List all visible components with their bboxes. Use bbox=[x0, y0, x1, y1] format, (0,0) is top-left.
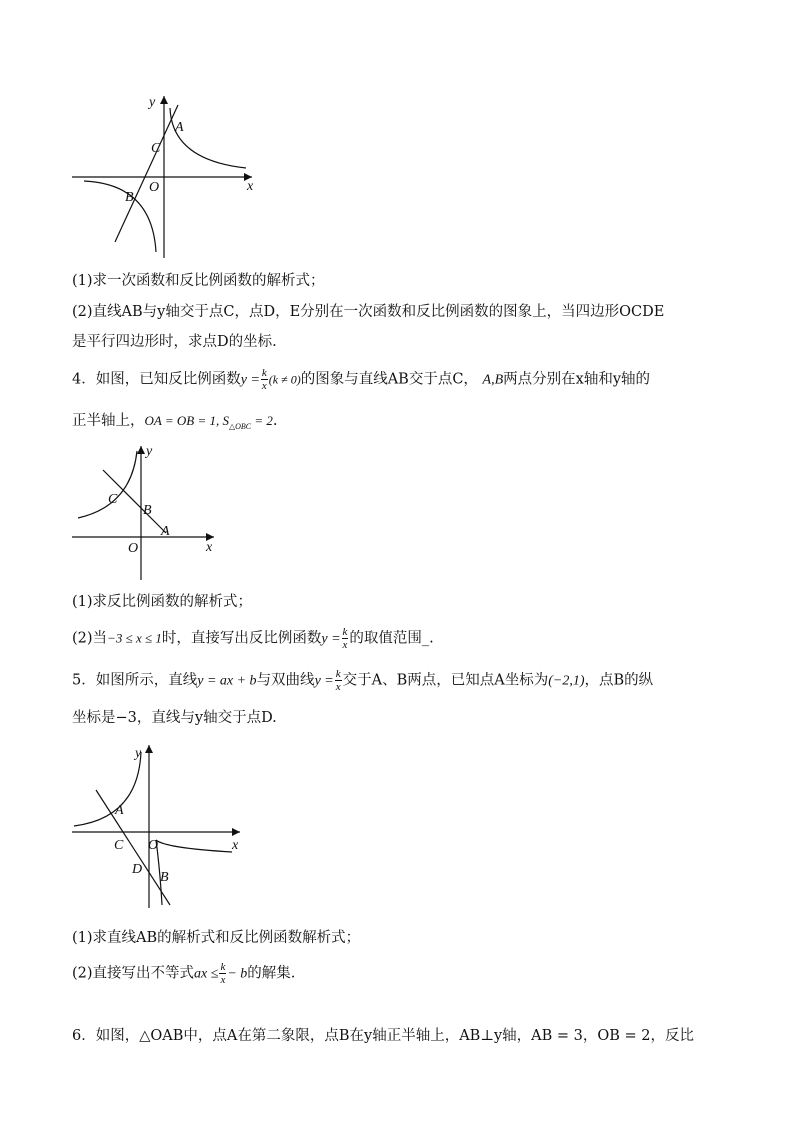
q5-part1: (1)求直线AB的解析式和反比例函数解析式； bbox=[72, 930, 361, 946]
label-b: B bbox=[125, 190, 134, 205]
fraction-k-over-x: $\frac{k}{x}$ bbox=[261, 367, 267, 392]
label-d: D bbox=[132, 862, 143, 877]
label-b: B bbox=[160, 870, 169, 885]
hyperbola-branch-q4-upper bbox=[156, 840, 232, 852]
label-o: O bbox=[148, 838, 159, 853]
q4-statement: 4．如图，已知反比例函数y = $\frac{k}{x}$ (k ≠ 0)的图象与直线AB交于点C， A,B两点分别在x轴和y轴的 bbox=[72, 367, 651, 392]
q5-statement-line2: 坐标是−3，直线与y轴交于点D. bbox=[72, 710, 277, 726]
q3-part2-line1: (2)直线AB与y轴交于点C，点D，E分别在一次函数和反比例函数的图象上，当四边形OCDE bbox=[72, 304, 665, 320]
hyperbola-branch-q2 bbox=[74, 752, 141, 826]
fraction-k-over-x: $\frac{k}{x}$ bbox=[335, 668, 341, 693]
q3-part2-line2: 是平行四边形时，求点D的坐标. bbox=[72, 334, 277, 350]
q4-statement-line2: 正半轴上，OA = OB = 1, $S_{\triangle OBC} = 2$. bbox=[72, 413, 278, 431]
label-y: y bbox=[135, 746, 142, 761]
label-a: A bbox=[161, 524, 170, 539]
label-a: A bbox=[175, 120, 184, 135]
label-x: x bbox=[232, 838, 239, 853]
y-axis-arrow bbox=[145, 745, 153, 753]
q5-statement: 5．如图所示，直线y = ax + b与双曲线y = $\frac{k}{x}$ 交于A、B两点，已知点A坐标为(−2,1)，点B的纵 bbox=[72, 668, 654, 693]
label-o: O bbox=[149, 180, 160, 195]
label-y: y bbox=[146, 444, 153, 459]
q3-part1: (1)求一次函数和反比例函数的解析式； bbox=[72, 273, 325, 289]
fraction-k-over-x: $\frac{k}{x}$ bbox=[342, 626, 348, 651]
line-ab bbox=[96, 790, 170, 905]
x-axis-arrow bbox=[232, 828, 240, 836]
q6-statement: 6．如图，△OAB中，点A在第二象限，点B在y轴正半轴上，AB⊥y轴，AB = 3，OB = 2，反比 bbox=[72, 1028, 695, 1044]
label-c: C bbox=[108, 492, 118, 507]
label-x: x bbox=[206, 540, 213, 555]
label-a: A bbox=[115, 803, 124, 818]
q4-part1: (1)求反比例函数的解析式； bbox=[72, 594, 253, 610]
label-c: C bbox=[114, 838, 124, 853]
label-o: O bbox=[128, 541, 139, 556]
label-c: C bbox=[151, 141, 161, 156]
q5-part2: (2)直接写出不等式ax ≤ $\frac{k}{x}$ − b的解集. bbox=[72, 961, 296, 986]
label-y: y bbox=[149, 95, 156, 110]
label-b: B bbox=[143, 503, 152, 518]
label-x: x bbox=[247, 179, 254, 194]
fraction-k-over-x: $\frac{k}{x}$ bbox=[220, 961, 226, 986]
q4-part2: (2)当−3 ≤ x ≤ 1时，直接写出反比例函数y = $\frac{k}{x}$ 的取值范围_. bbox=[72, 626, 434, 651]
